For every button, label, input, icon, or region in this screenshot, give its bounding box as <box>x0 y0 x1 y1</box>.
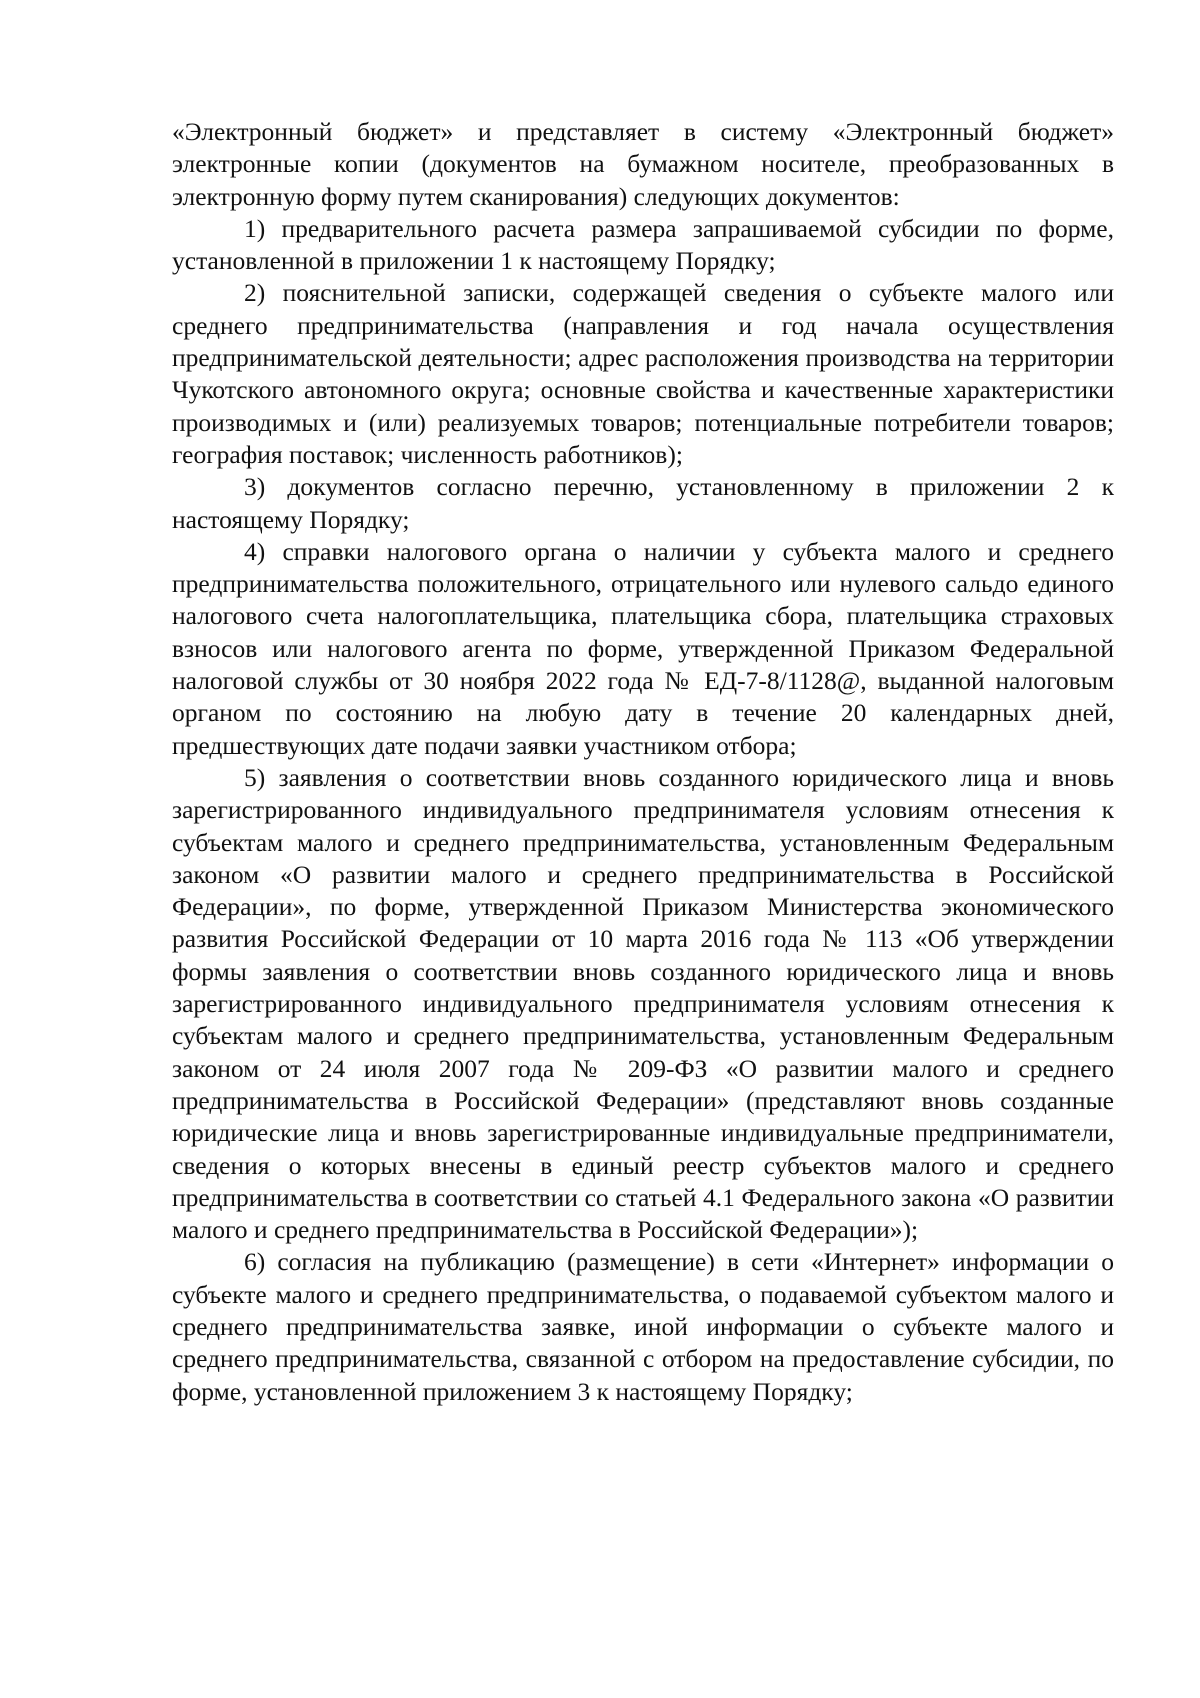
list-item-5: 5) заявления о соответствии вновь созданного юридического лица и вновь зарегистрированного индивидуального предпринимателя условиям отнесения к субъектам малого и среднего предпринимательства, установленным Федеральным законом «О развитии малого и среднего предпринимательства в Российской Федерации», по форме, утвержденной Приказом Министерства экономического развития Российской Федерации от 10 марта 2016 года № 113 «Об утверждении формы заявления о соответствии вновь созданного юридического лица и вновь зарегистрированного индивидуального предпринимателя условиям отнесения к субъектам малого и среднего предпринимательства, установленным Федеральным законом от 24 июля 2007 года № 209-ФЗ «О развитии малого и среднего предпринимательства в Российской Федерации» (представляют вновь созданные юридические лица и вновь зарегистрированные индивидуальные предприниматели, сведения о которых внесены в единый реестр субъектов малого и среднего предпринимательства в соответствии со статьей 4.1 Федерального закона «О развитии малого и среднего предпринимательства в Российской Федерации»); <box>172 762 1114 1245</box>
list-item-6: 6) согласия на публикацию (размещение) в сети «Интернет» информации о субъекте малого и среднего предпринимательства, о подаваемой субъектом малого и среднего предпринимательства заявке, иной информации о субъекте малого и среднего предпринимательства, связанной с отбором на предоставление субсидии, по форме, установленной приложением 3 к настоящему Порядку; <box>172 1247 1114 1406</box>
document-body <box>172 116 1114 1408</box>
list-item-1: 1) предварительного расчета размера запрашиваемой субсидии по форме, установленной в приложении 1 к настоящему Порядку; <box>172 213 1114 276</box>
list-item-2: 2) пояснительной записки, содержащей сведения о субъекте малого или среднего предпринимательства (направления и год начала осуществления предпринимательской деятельности; адрес расположения производства на территории Чукотского автономного округа; основные свойства и качественные характеристики производимых и (или) реализуемых товаров; потенциальные потребители товаров; география поставок; численность работников); <box>172 278 1114 469</box>
list-item-4: 4) справки налогового органа о наличии у субъекта малого и среднего предпринимательства положительного, отрицательного или нулевого сальдо единого налогового счета налогоплательщика, плательщика сбора, плательщика страховых взносов или налогового агента по форме, утвержденной Приказом Федеральной налоговой службы от 30 ноября 2022 года № ЕД-7-8/1128@, выданной налоговым органом по состоянию на любую дату в течение 20 календарных дней, предшествующих дате подачи заявки участником отбора; <box>172 536 1114 760</box>
list-item-3: 3) документов согласно перечню, установленному в приложении 2 к настоящему Порядку; <box>172 472 1114 534</box>
paragraph-continuation: «Электронный бюджет» и представляет в систему «Электронный бюджет» электронные копии (документов на бумажном носителе, преобразованных в электронную форму путем сканирования) следующих документов: <box>172 117 1114 211</box>
